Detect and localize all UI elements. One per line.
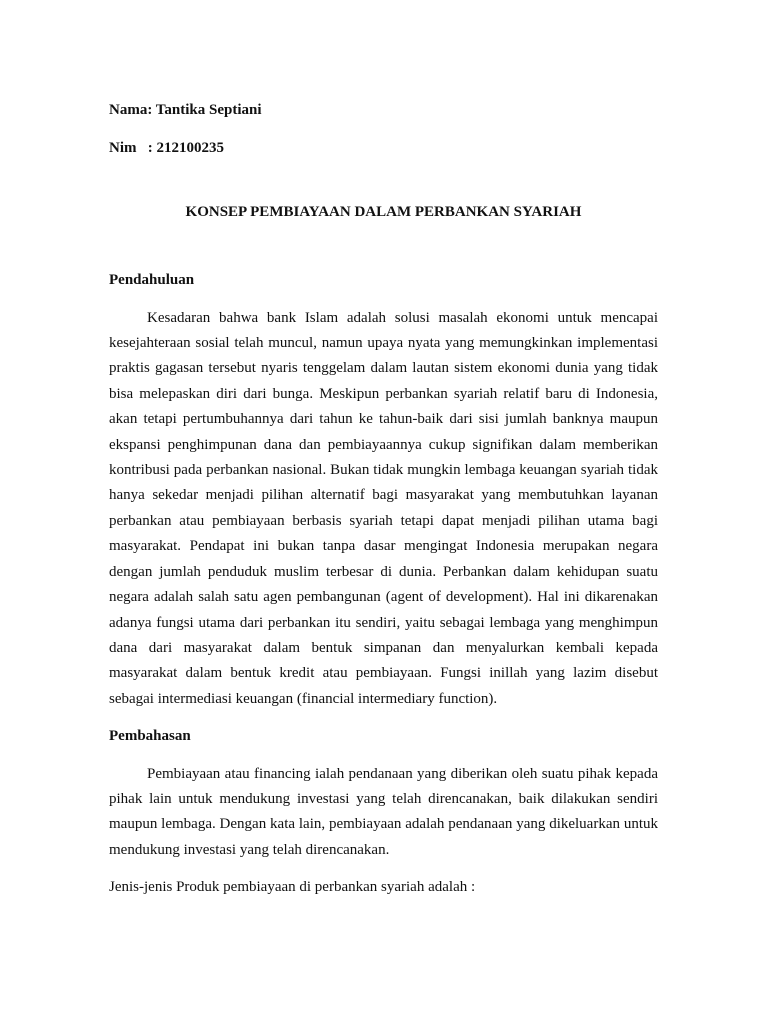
product-types-intro: Jenis-jenis Produk pembiayaan di perbankan syariah adalah : <box>109 879 476 896</box>
author-name: Nama: Tantika Septiani <box>109 102 262 118</box>
document-title: KONSEP PEMBIAYAAN DALAM PERBANKAN SYARIAH <box>185 203 582 220</box>
section-heading-pembahasan: Pembahasan <box>109 728 191 745</box>
section-heading-pendahuluan: Pendahuluan <box>109 272 195 289</box>
student-id: Nim : 212100235 <box>109 140 224 157</box>
paragraph-pembahasan: Pembiayaan atau financing ialah pendanaan yang diberikan oleh suatu pihak kepada pihak lain untuk mendukung investasi yang telah direncanakan, baik dilakukan sendiri maupun lembaga. Dengan kata lain, pembiayaan adalah pendanaan yang dikeluarkan untuk mendukung investasi yang telah direncanakan. <box>109 765 658 858</box>
document-body <box>109 98 658 901</box>
paragraph-pendahuluan: Kesadaran bahwa bank Islam adalah solusi masalah ekonomi untuk mencapai kesejahteraan sosial telah muncul, namun upaya nyata yang memungkinkan implementasi praktis gagasan tersebut nyaris tenggelam dalam lautan sistem ekonomi dunia yang tidak bisa melepaskan diri dari bunga. Meskipun perbankan syariah relatif baru di Indonesia, akan tetapi pertumbuhannya dari tahun ke tahun-baik dari sisi jumlah banknya maupun ekspansi penghimpunan dana dan pembiayaannya cukup signifikan dalam memberikan kontribusi pada perbankan nasional. Bukan tidak mungkin lembaga keuangan syariah tidak hanya sekedar menjadi pilihan alternatif bagi masyarakat yang membutuhkan layanan perbankan atau pembiayaan berbasis syariah tetapi dapat menjadi pilihan utama bagi masyarakat. Pendapat ini bukan tanpa dasar mengingat Indonesia merupakan negara dengan jumlah penduduk muslim terbesar di dunia. Perbankan dalam kehidupan suatu negara adalah salah satu agen pembangunan (agent of development). Hal ini dikarenakan adanya fungsi utama dari perbankan itu sendiri, yaitu sebagai lembaga yang menghimpun dana dari masyarakat dalam bentuk simpanan dan menyalurkan kembali kepada masyarakat dalam bentuk kredit atau pembiayaan. Fungsi inillah yang lazim disebut sebagai intermediasi keuangan (financial intermediary function). <box>109 309 658 707</box>
